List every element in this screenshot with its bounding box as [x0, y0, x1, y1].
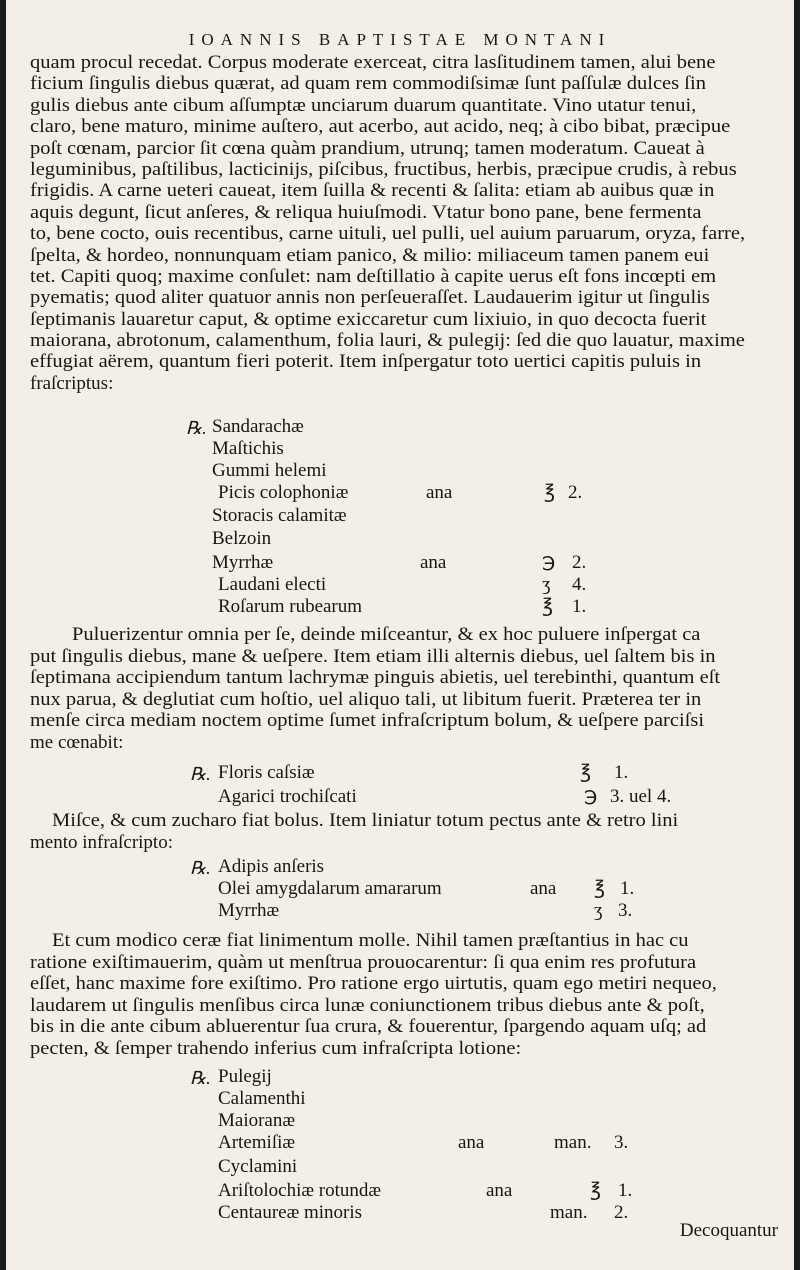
text-line: put ſingulis diebus, mane & ueſpere. Item etiam illi alternis diebus, uel ſaltem bis in: [30, 646, 716, 667]
ana-label: ana: [420, 552, 447, 573]
text-line: eſſet, hanc maxime fore exiſtimo. Pro ratione ergo uirtutis, quam ego metiri nequeo,: [30, 973, 717, 995]
paragraph-2-cont: [30, 646, 780, 753]
text-line: effugiat aërem, quantum fieri poterit. Item inſpergatur toto uertici capitis puluis in: [30, 351, 702, 373]
text-line: pyematis; quod aliter quatuor annis non perſeueraſſet. Laudauerim igitur ut ſingulis: [30, 287, 710, 309]
paragraph-3-cont: [30, 832, 780, 853]
quantity: 1.: [572, 596, 587, 617]
paragraph-2: [72, 624, 780, 645]
ingredient: Calamenthi: [218, 1088, 306, 1109]
ingredient: Pulegij: [218, 1066, 272, 1087]
text-line: tet. Capiti quoq; maxime conſulet: nam deſtillatio à capite uerus eſt fons incœpti em: [30, 265, 717, 287]
book-page: [6, 0, 794, 1270]
unit-symbol: ℥: [544, 482, 555, 503]
text-line: maiorana, abrotonum, calamenthum, folia lauri, & pulegij: ſed die quo lauatur, maxime: [30, 330, 745, 352]
ingredient: Artemiſiæ: [218, 1132, 296, 1153]
quantity: 2.: [568, 482, 583, 503]
text-line: gulis diebus ante cibum aſſumptæ unciarum duarum quantitate. Vino utatur tenui,: [30, 94, 697, 116]
recipe-3: [6, 856, 794, 926]
text-line: Puluerizentur omnia per ſe, deinde miſceantur, & ex hoc puluere inſpergat ca: [72, 624, 701, 645]
running-header: IOANNIS BAPTISTAE MONTANI: [188, 30, 612, 49]
recipe-2: [6, 762, 794, 808]
text-line: ficium ſingulis diebus quærat, ad quam rem commodiſsimæ ſunt paſſulæ dulces ſin: [30, 73, 706, 95]
ana-label: ana: [426, 482, 453, 503]
ingredient: Laudani electi: [218, 574, 327, 595]
text-line: Et cum modico ceræ fiat linimentum molle. Nihil tamen præſtantius in hac cu: [52, 930, 689, 951]
text-line: Miſce, & cum zucharo fiat bolus. Item liniatur totum pectus ante & retro lini: [52, 810, 679, 831]
catchword: Decoquantur: [679, 1220, 778, 1241]
text-line: ſeptimanis lauaretur caput, & optime exiccaretur cum lixiuio, in quo decocta fuerit: [30, 308, 707, 330]
ingredient: Storacis calamitæ: [212, 505, 347, 526]
ingredient: Adipis anſeris: [218, 856, 325, 877]
text-line: bis in die ante cibum abluerentur ſua crura, & fouerentur, ſpargendo aquam uſq; ad: [30, 1016, 707, 1038]
text-line: poſt cœnam, parcior ſit cœna quàm prandium, utrunq; tamen moderatum. Caueat à: [30, 137, 705, 159]
unit-symbol: man.: [550, 1202, 588, 1223]
ingredient: Belzoin: [212, 528, 272, 549]
recipe-4: [6, 1066, 794, 1226]
ingredient: Maſtichis: [212, 438, 284, 459]
unit-symbol: ℥: [590, 1180, 601, 1201]
quantity: 1.: [614, 762, 629, 783]
ingredient: Olei amygdalarum amararum: [218, 878, 442, 899]
text-line: to, bene cocto, ouis recentibus, carne uituli, uel pulli, uel auium paruarum, oryza, farre,: [30, 223, 746, 245]
ingredient: Gummi helemi: [212, 460, 327, 481]
ingredient: Sandarachæ: [212, 416, 304, 437]
text-line: frigidis. A carne ueteri caueat, item ſuilla & recenti & ſalita: etiam ab auibus quæ in: [30, 180, 715, 202]
unit-symbol: man.: [554, 1132, 592, 1153]
text-line: me cœnabit:: [30, 731, 124, 753]
recipe-symbol: ℞.: [186, 418, 207, 438]
quantity: 3.: [618, 900, 633, 921]
text-line: quam procul recedat. Corpus moderate exerceat, citra lasſitudinem tamen, alui bene: [30, 52, 716, 73]
unit-symbol: ʒ: [594, 900, 603, 921]
text-line: ratione exiſtimauerim, quàm ut menſtrua prouocarentur: ſi qua enim res profutura: [30, 952, 697, 973]
recipe-symbol: ℞.: [190, 858, 211, 878]
ingredient: Floris caſsiæ: [218, 762, 315, 783]
recipe-symbol: ℞.: [190, 764, 211, 784]
unit-symbol: ℈: [542, 552, 556, 573]
text-line: menſe circa mediam noctem optime ſumet infraſcriptum bolum, & ueſpere parciſsi: [30, 710, 705, 732]
unit-symbol: ℈: [584, 786, 598, 807]
ingredient: Ariſtolochiæ rotundæ: [218, 1180, 382, 1201]
text-line: aquis degunt, ſicut anſeres, & reliqua huiuſmodi. Vtatur bono pane, bene fermenta: [30, 201, 702, 223]
paragraph-4-cont: [30, 952, 780, 1059]
text-line: fraſcriptus:: [30, 372, 114, 394]
paragraph-1: [30, 52, 780, 394]
paragraph-3: [52, 810, 780, 831]
ingredient: Myrrhæ: [218, 900, 280, 921]
text-line: mento infraſcripto:: [30, 832, 173, 853]
recipe-symbol: ℞.: [190, 1068, 211, 1088]
text-line: ſeptimana accipiendum tantum lachrymæ pinguis abietis, uel terebinthi, quantum eſt: [30, 667, 721, 689]
paragraph-4: [52, 930, 780, 951]
ingredient: Centaureæ minoris: [218, 1202, 363, 1223]
unit-symbol: ʒ: [542, 574, 551, 595]
ingredient: Myrrhæ: [212, 552, 274, 573]
quantity: 2.: [572, 552, 587, 573]
text-line: claro, bene maturo, minime auſtero, aut acerbo, aut acido, neq; à cibo bibat, præcipue: [30, 116, 731, 138]
ingredient: Picis colophoniæ: [218, 482, 349, 503]
recipe-1: [6, 416, 794, 616]
quantity: 1.: [618, 1180, 633, 1201]
ana-label: ana: [458, 1132, 485, 1153]
quantity: 3.: [614, 1132, 629, 1153]
ingredient: Cyclamini: [218, 1156, 298, 1177]
unit-symbol: ℥: [594, 878, 605, 899]
text-line: pecten, & ſemper trahendo inferius cum infraſcripta lotione:: [30, 1037, 522, 1059]
text-line: nux parua, & deglutiat cum hoſtio, uel aliquo tali, ut libitum fuerit. Præterea ter in: [30, 688, 702, 710]
ingredient: Maioranæ: [218, 1110, 296, 1131]
text-line: laudarem ut ſingulis menſibus circa lunæ coniunctionem tribus diebus ante & poſt,: [30, 994, 705, 1016]
unit-symbol: ℥: [542, 596, 553, 617]
unit-symbol: ℥: [580, 762, 591, 783]
ingredient: Agarici trochiſcati: [218, 786, 357, 807]
ana-label: ana: [530, 878, 557, 899]
quantity: 4.: [572, 574, 587, 595]
ingredient: Roſarum rubearum: [218, 596, 363, 617]
quantity: 1.: [620, 878, 635, 899]
text-line: leguminibus, paſtilibus, lacticinijs, piſcibus, fructibus, herbis, præcipue crudis, à rebus: [30, 158, 737, 180]
ana-label: ana: [486, 1180, 513, 1201]
text-line: ſpelta, & hordeo, nonnunquam etiam panico, & milio: miliaceum tamen panem eui: [30, 244, 710, 266]
quantity: 3. uel 4.: [610, 786, 672, 807]
quantity: 2.: [614, 1202, 629, 1223]
